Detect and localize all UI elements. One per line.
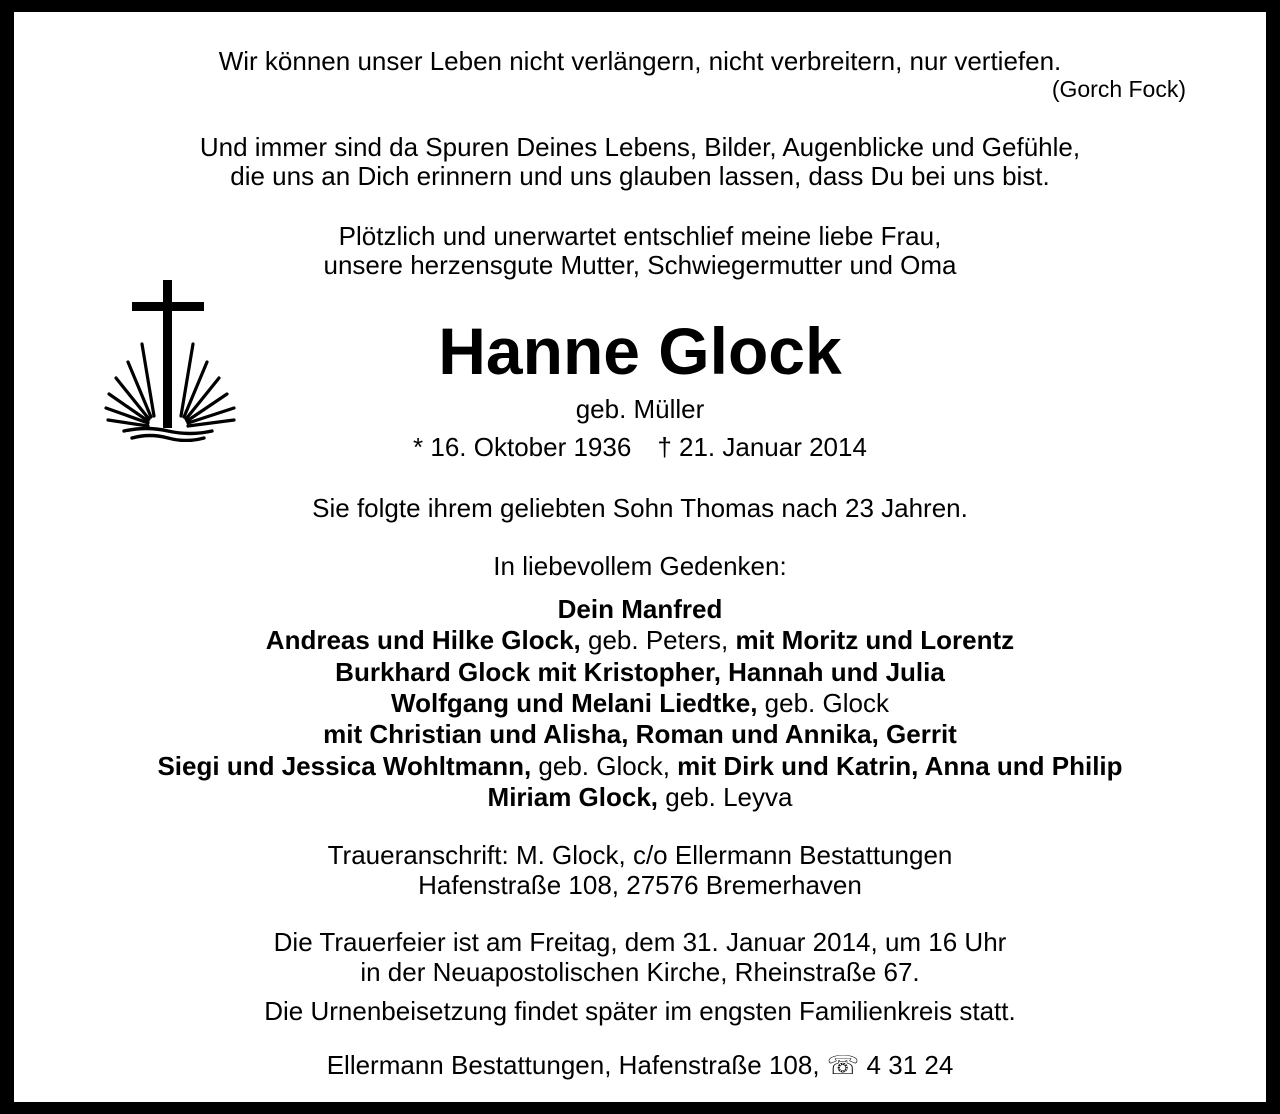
memorial-heading: In liebevollem Gedenken: [493,551,787,581]
service-line-2: in der Neuapostolischen Kirche, Rheinstraße 67. [360,957,920,987]
verse-line-2: die uns an Dich erinnern und uns glauben lassen, dass Du bei uns bist. [230,161,1050,191]
birth-date: * 16. Oktober 1936 [413,432,632,462]
undertaker-phone: 4 31 24 [866,1050,954,1080]
quote-author: (Gorch Fock) [1051,76,1186,102]
undertaker-line [14,1050,1266,1080]
family-line [14,751,1266,781]
family-line [14,688,1266,718]
life-dates [14,432,1266,462]
family-note: geb. Peters, [580,625,736,655]
family-name: Andreas und Hilke Glock, [265,625,581,655]
family-line [14,782,1266,812]
burial-note: Die Urnenbeisetzung findet später im engsten Familienkreis statt. [264,996,1016,1026]
family-line [14,719,1266,749]
verse-line-1: Und immer sind da Spuren Deines Lebens, Bilder, Augenblicke und Gefühle, [199,132,1081,162]
family-name: Dein Manfred [557,594,723,624]
family-name: Siegi und Jessica Wohltmann, [157,751,532,781]
deceased-name: Hanne Glock [438,314,842,388]
family-name: mit Moritz und Lorentz [735,625,1015,655]
intro-line-1: Plötzlich und unerwartet entschlief meine liebe Frau, [338,221,942,251]
family-line [14,594,1266,624]
address-line-1: Traueranschrift: M. Glock, c/o Ellermann Bestattungen [327,840,953,870]
son-note: Sie folgte ihrem geliebten Sohn Thomas nach 23 Jahren. [312,493,968,523]
death-date: † 21. Januar 2014 [657,432,867,462]
service-line-1: Die Trauerfeier ist am Freitag, dem 31. Januar 2014, um 16 Uhr [273,927,1007,957]
family-name: mit Christian und Alisha, Roman und Annika, Gerrit [323,719,957,749]
family-note: geb. Leyva [658,782,793,812]
quote-text: Wir können unser Leben nicht verlängern, nicht verbreitern, nur vertiefen. [218,46,1062,76]
family-name: Wolfgang und Melani Liedtke, [391,688,758,718]
family-note: geb. Glock [757,688,889,718]
family-line [14,657,1266,687]
intro-line-2: unsere herzensgute Mutter, Schwiegermutter und Oma [323,250,957,280]
family-line [14,625,1266,655]
address-line-2: Hafenstraße 108, 27576 Bremerhaven [418,870,862,900]
maiden-name: geb. Müller [575,394,705,424]
family-note: geb. Glock, [531,751,678,781]
family-name: Miriam Glock, [487,782,659,812]
undertaker-text: Ellermann Bestattungen, Hafenstraße 108, [326,1050,820,1080]
obituary-notice [14,12,1266,1102]
family-name: Burkhard Glock mit Kristopher, Hannah und Julia [335,657,945,687]
family-name: mit Dirk und Katrin, Anna und Philip [677,751,1123,781]
telephone-icon: ☏ [826,1050,860,1080]
